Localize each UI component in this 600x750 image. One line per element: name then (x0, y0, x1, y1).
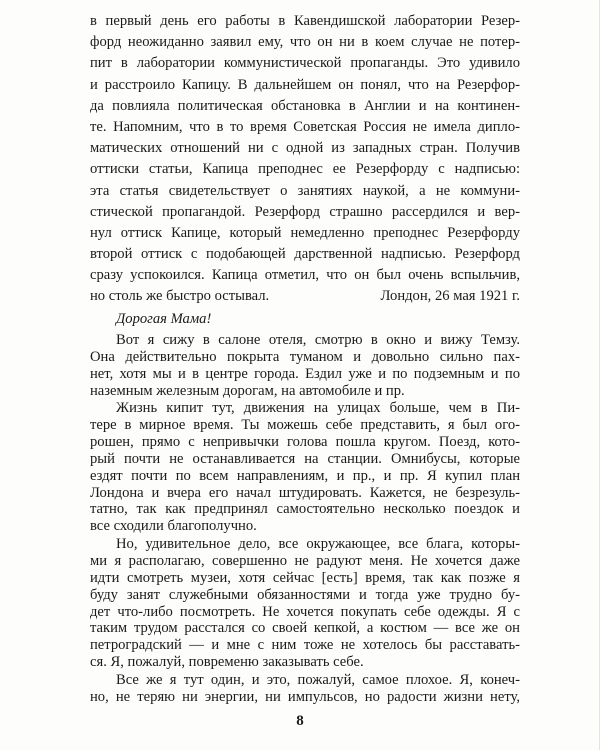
text-line: ми я располагаю, совершенно не радуют меня. Не хочется даже (90, 552, 520, 569)
letter-paragraph-2 (90, 400, 520, 535)
intro-paragraph (90, 11, 520, 308)
text-line: петроградский — и мне с ним тоже не хотелось бы расставать- (90, 637, 520, 654)
text-line: Но, удивительное дело, все окружающее, все блага, которы- (116, 536, 520, 553)
text-line: ся. Я, пожалуй, повременю заказывать себе. (90, 654, 364, 671)
text-line: дет что-либо посмотреть. Не хочется покупать себе одежды. Я с (90, 603, 520, 620)
text-line: да повлияла политическая обстановка в Англии и на континен- (90, 97, 520, 114)
text-line: но столь же быстро остывал. (90, 288, 270, 305)
letter-paragraph-text (90, 672, 520, 706)
text-line: рошен, прямо с непривычки голова пошла кругом. Поезд, кото- (90, 434, 520, 451)
text-line: форд неожиданно заявил ему, что он ни в коем случае не потер- (90, 34, 520, 51)
letter-dateline: Лондон, 26 мая 1921 г. (380, 288, 520, 304)
text-line: оттиски статьи, Капица преподнес ее Резерфорду с надписью: (90, 161, 520, 178)
letter-paragraph-text (90, 400, 520, 535)
text-line: матических отношений ни с одной из западных стран. Получив (90, 140, 520, 157)
text-line: таким трудом расстался со своей кепкой, а костюм — все же он (90, 620, 520, 637)
letter-salutation: Дорогая Мама! (116, 311, 212, 327)
letter-paragraph-text (90, 536, 520, 671)
text-line: нул оттиск Капице, который немедленно преподнес Резерфорду (90, 224, 520, 241)
text-line: и расстроило Капицу. В дальнейшем он понял, что на Резерфор- (90, 76, 520, 93)
text-line: тере в мирное время. Ты можешь себе представить, я был ого- (90, 417, 520, 434)
text-line: буду занят служебными обязанностями и тогда уже трудно бу- (90, 586, 520, 603)
text-line: Вот я сижу в салоне отеля, смотрю в окно и вижу Темзу. (116, 332, 520, 348)
letter-paragraph-1 (90, 332, 520, 399)
letter-paragraph-3 (90, 536, 520, 671)
text-line: Лондона и вчера его начал штудировать. Кажется, не безрезуль- (90, 484, 520, 501)
text-line: татно, так как предпринял самостоятельно несколько поездок и (90, 501, 520, 518)
text-line: второй оттиск с подобающей дарственной надписью. Резерфорд (90, 246, 520, 263)
text-line: пит в лаборатории коммунистической пропаганды. Это удивило (90, 55, 520, 72)
text-line: нет, хотя мы и в центре города. Ездил уже и по подземным и по (90, 365, 520, 382)
text-line: Все же я тут один, и это, пожалуй, самое плохое. Я, конеч- (116, 671, 520, 688)
text-line: но, не теряю ни энергии, ни импульсов, но радости жизни нету, (90, 688, 520, 705)
letter-paragraph-4 (90, 672, 520, 706)
text-line: ездят почти по всем направлениям, и пр., и пр. Я купил план (90, 467, 520, 484)
text-line: сразу успокоился. Капица отметил, что он был очень вспыльчив, (90, 267, 520, 284)
text-line: Жизнь кипит тут, движения на улицах больше, чем в Пи- (116, 400, 520, 417)
text-line: в первый день его работы в Кавендишской лаборатории Резер- (90, 13, 520, 29)
text-line: все сходили благополучно. (90, 518, 257, 535)
text-line: идти смотреть музеи, хотя сейчас [есть] время, так как позже я (90, 569, 520, 586)
text-line: эта статья свидетельствует о занятиях наукой, а не коммуни- (90, 182, 520, 199)
letter-paragraph-text (90, 332, 520, 399)
text-line: рый почти не останавливается на станции. Омнибусы, которые (90, 450, 520, 467)
text-line: стической пропагандой. Резерфорд страшно рассердился и вер- (90, 203, 520, 220)
intro-text (90, 11, 520, 308)
text-line: Она действительно покрыта туманом и довольно сильно пах- (90, 348, 520, 365)
text-line: наземным железным дорогам, на автомобиле и пр. (90, 382, 405, 399)
text-line: те. Напомним, что в то время Советская Россия не имела дипло- (90, 118, 520, 135)
page-number: 8 (296, 713, 304, 729)
